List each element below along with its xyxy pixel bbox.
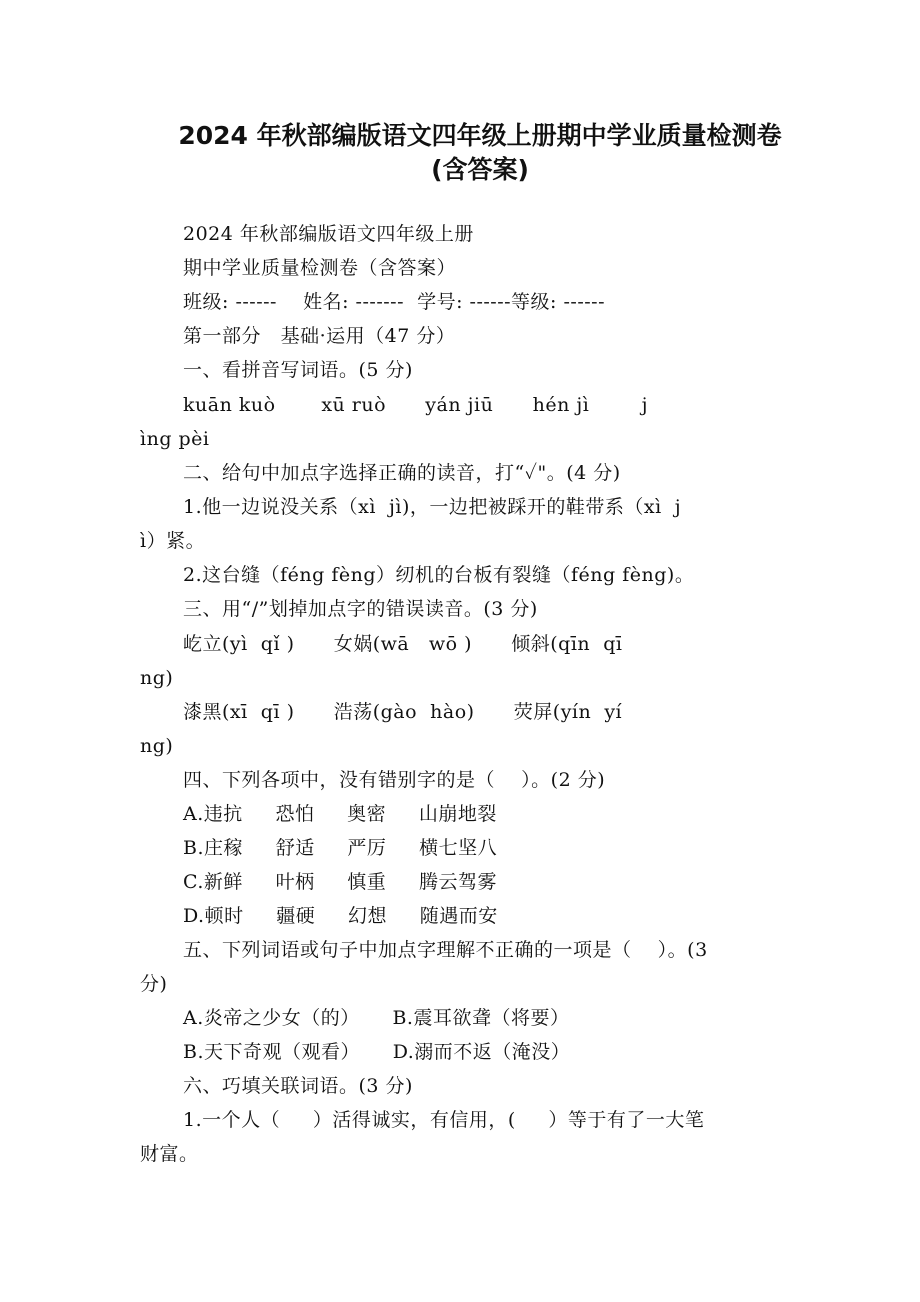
question-3-row-2: 漆黑(xī qī ) 浩荡(gào hào) 荧屏(yín yí bbox=[183, 701, 623, 723]
question-4-option-d: D.顿时 疆硬 幻想 随遇而安 bbox=[183, 905, 498, 927]
question-4-option-c: C.新鲜 叶柄 慎重 腾云驾雾 bbox=[183, 871, 497, 893]
part-one-heading: 第一部分 基础·运用（47 分） bbox=[183, 325, 456, 347]
question-4-option-b: B.庄稼 舒适 严厉 横七坚八 bbox=[183, 837, 498, 859]
question-6-heading: 六、巧填关联词语。(3 分) bbox=[183, 1075, 413, 1097]
question-3-row-1-cont: ng) bbox=[140, 667, 174, 689]
question-5-heading: 五、下列词语或句子中加点字理解不正确的一项是（ ）。(3 bbox=[183, 939, 708, 961]
question-5-heading-cont: 分) bbox=[140, 973, 168, 995]
question-2-heading: 二、给句中加点字选择正确的读音，打“✓"。(4 分) bbox=[183, 462, 621, 484]
question-1-pinyin-cont: ìng pèi bbox=[140, 428, 210, 450]
document-title-suffix: (含答案) bbox=[431, 155, 529, 184]
question-5-options-row-2: B.天下奇观（观看） D.溺而不返（淹没） bbox=[183, 1041, 571, 1063]
question-3-heading: 三、用“/”划掉加点字的错误读音。(3 分) bbox=[183, 598, 538, 620]
question-2-item-1: 1.他一边说没关系（xì jì)，一边把被踩开的鞋带系（xì j bbox=[183, 496, 682, 518]
question-3-row-2-cont: ng) bbox=[140, 735, 174, 757]
question-2-item-2: 2.这台缝（féng fèng）纫机的台板有裂缝（féng fèng)。 bbox=[183, 564, 695, 586]
question-2-item-1-cont: ì）紧。 bbox=[140, 530, 206, 552]
question-6-item-1-cont: 财富。 bbox=[140, 1143, 199, 1165]
subtitle-line-2: 期中学业质量检测卷（含答案） bbox=[183, 257, 457, 279]
student-info-line: 班级: ------ 姓名: ------- 学号: ------等级: ------ bbox=[183, 291, 605, 313]
question-3-row-1: 屹立(yì qǐ ) 女娲(wā wō ) 倾斜(qīn qī bbox=[183, 633, 623, 655]
question-6-item-1: 1.一个人（ ）活得诚实，有信用，( ）等于有了一大笔 bbox=[183, 1109, 705, 1131]
question-5-options-row-1: A.炎帝之少女（的） B.震耳欲聋（将要） bbox=[183, 1007, 570, 1029]
subtitle-line-1: 2024 年秋部编版语文四年级上册 bbox=[183, 223, 474, 245]
question-1-heading: 一、看拼音写词语。(5 分) bbox=[183, 359, 413, 381]
question-1-pinyin: kuān kuò xū ruò yán jiū hén jì j bbox=[183, 394, 649, 416]
question-4-heading: 四、下列各项中，没有错别字的是（ ）。(2 分) bbox=[183, 769, 606, 791]
document-title: 2024 年秋部编版语文四年级上册期中学业质量检测卷 bbox=[178, 121, 782, 150]
question-4-option-a: A.违抗 恐怕 奥密 山崩地裂 bbox=[183, 803, 497, 825]
